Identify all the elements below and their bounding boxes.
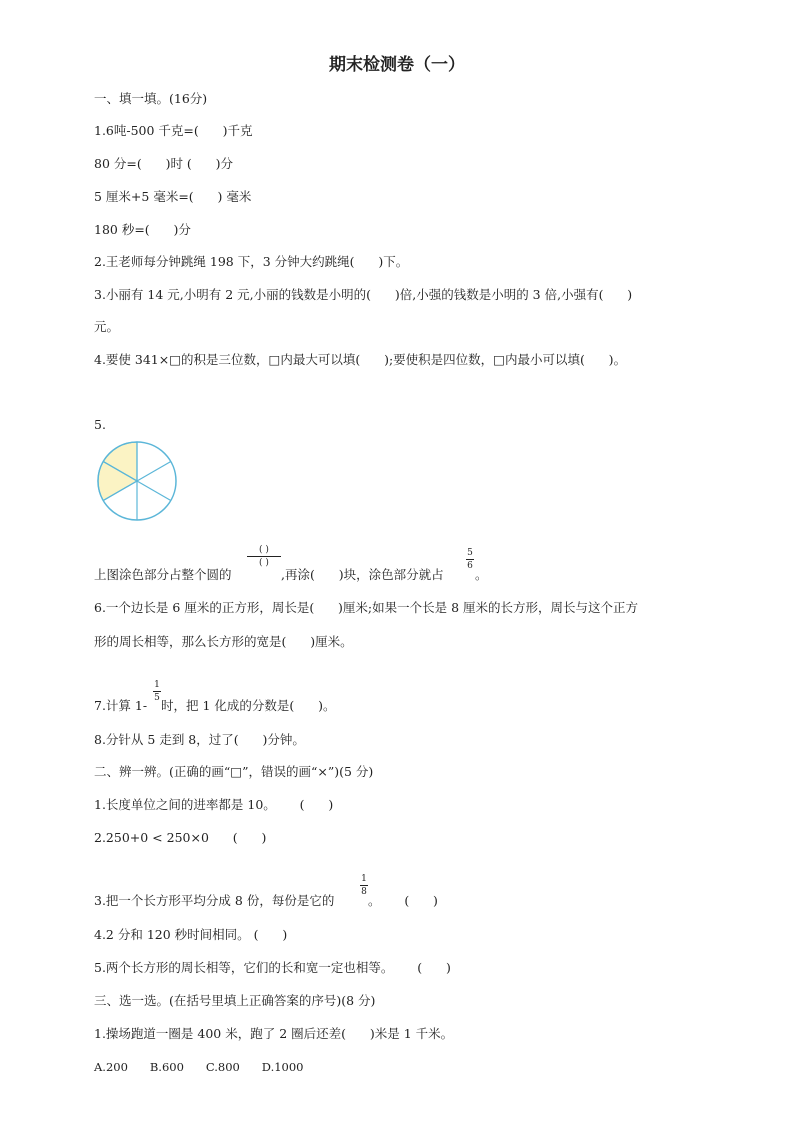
q5-text-b: ,再涂( )块，涂色部分就占 bbox=[281, 567, 444, 582]
q7-frac-den: 5 bbox=[154, 693, 160, 703]
q8: 8.分针从 5 走到 8，过了( )分钟。 bbox=[94, 732, 305, 747]
divider-line bbox=[137, 462, 171, 482]
section3-heading: 三、选一选。(在括号里填上正确答案的序号)(8 分) bbox=[94, 993, 376, 1008]
q5-blank-bottom: ( ) bbox=[259, 558, 269, 568]
q7-fraction bbox=[153, 680, 161, 703]
s2-q2: 2.250+0 < 250×0 ( ) bbox=[94, 830, 267, 845]
section2-heading: 二、辨一辨。(正确的画“□”，错误的画“×”)(5 分) bbox=[94, 764, 374, 779]
q6-line1: 6.一个边长是 6 厘米的正方形，周长是( )厘米;如果一个长是 8 厘米的长方形，周长与这个正方 bbox=[94, 600, 639, 615]
q5-blank-top: ( ) bbox=[259, 545, 269, 555]
s2-q3-b: 。 ( ) bbox=[368, 893, 438, 908]
q7-text-a: 7.计算 1- bbox=[94, 698, 148, 713]
q1-c: 5 厘米+5 毫米=( ) 毫米 bbox=[94, 189, 252, 204]
q5-text-c: 。 bbox=[475, 567, 488, 582]
s3-q1-options: A.200 B.600 C.800 D.1000 bbox=[94, 1060, 304, 1074]
s2-q4: 4.2 分和 120 秒时间相同。 ( ) bbox=[94, 927, 288, 942]
s2-q3-fraction bbox=[360, 874, 368, 897]
q1-b: 80 分=( )时 ( )分 bbox=[94, 156, 234, 171]
s2-q3-a: 3.把一个长方形平均分成 8 份，每份是它的 bbox=[94, 893, 335, 908]
q6-line2: 形的周长相等，那么长方形的宽是( )厘米。 bbox=[94, 634, 353, 649]
q5-blank-fraction bbox=[247, 545, 281, 568]
s3-q1: 1.操场跑道一圈是 400 米，跑了 2 圈后还差( )米是 1 千米。 bbox=[94, 1026, 454, 1041]
q5-frac-den: 6 bbox=[467, 561, 473, 571]
q3-line2: 元。 bbox=[94, 319, 120, 334]
s2-q1: 1.长度单位之间的进率都是 10。 ( ) bbox=[94, 797, 334, 812]
q5-number: 5. bbox=[94, 417, 106, 432]
section1-heading: 一、填一填。(16分) bbox=[94, 91, 208, 106]
s2-q5: 5.两个长方形的周长相等，它们的长和宽一定也相等。 ( ) bbox=[94, 960, 451, 975]
s2-q3-frac-den: 8 bbox=[361, 887, 367, 897]
q5-text-a: 上图涂色部分占整个圆的 bbox=[94, 567, 232, 582]
q7-text-b: 时，把 1 化成的分数是( )。 bbox=[161, 698, 336, 713]
circle-figure bbox=[93, 438, 185, 524]
q2: 2.王老师每分钟跳绳 198 下，3 分钟大约跳绳( )下。 bbox=[94, 254, 409, 269]
q5-frac-num: 5 bbox=[467, 548, 473, 558]
q1-d: 180 秒=( )分 bbox=[94, 222, 191, 237]
q1-a: 1.6吨-500 千克=( )千克 bbox=[94, 123, 253, 138]
q7-frac-num: 1 bbox=[154, 680, 160, 690]
divider-line bbox=[137, 481, 171, 501]
q5-fraction bbox=[466, 548, 474, 571]
s2-q3-frac-num: 1 bbox=[361, 874, 367, 884]
q4: 4.要使 341×□的积是三位数，□内最大可以填( );要使积是四位数，□内最小可以填( )。 bbox=[94, 352, 627, 367]
page-title: 期末检测卷（一） bbox=[329, 55, 465, 75]
q3-line1: 3.小丽有 14 元,小明有 2 元,小丽的钱数是小明的( )倍,小强的钱数是小明的 3 倍,小强有( ) bbox=[94, 287, 633, 302]
